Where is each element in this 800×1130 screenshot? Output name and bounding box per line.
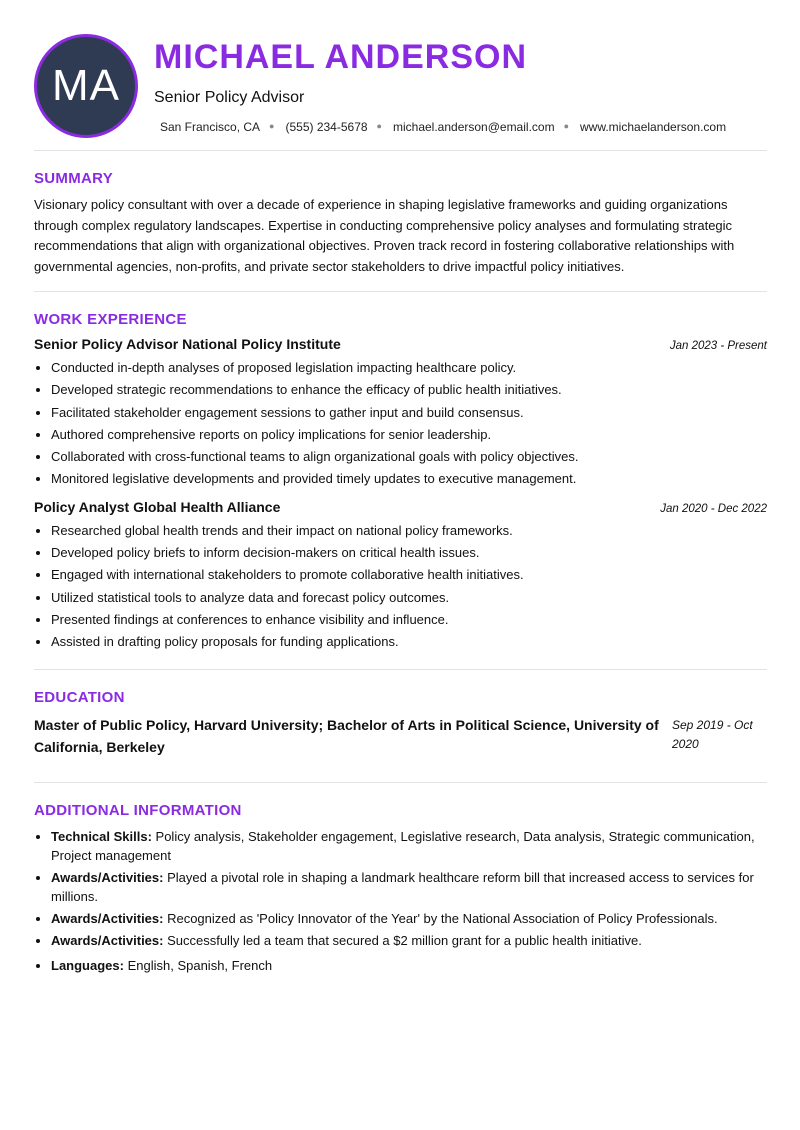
list-item xyxy=(51,931,767,950)
job-title: Senior Policy Advisor National Policy Institute xyxy=(34,336,341,352)
list-item xyxy=(51,868,767,906)
job-bullets xyxy=(34,357,767,491)
work-experience-section xyxy=(34,292,767,670)
resume-page xyxy=(34,0,767,978)
avatar-initials: MA xyxy=(52,61,120,110)
list-item: • Facilitated stakeholder engagement sessions to gather input and build consensus. xyxy=(51,402,767,424)
contact-phone: (555) 234-5678 xyxy=(285,120,368,134)
list-item: • Researched global health trends and their impact on national policy frameworks. xyxy=(51,520,767,542)
additional-information-section xyxy=(34,783,767,975)
contact-website[interactable]: www.michaelanderson.com xyxy=(580,120,727,134)
section-heading: WORK EXPERIENCE xyxy=(34,311,187,328)
resume-header xyxy=(34,0,767,151)
contact-location: San Francisco, CA xyxy=(160,120,261,134)
item-text: Played a pivotal role in shaping a landmark healthcare reform bill that increased access to services for millions. xyxy=(51,869,754,904)
avatar xyxy=(34,34,138,138)
job-date: Jan 2023 - Present xyxy=(669,340,767,352)
item-label: Awards/Activities: xyxy=(51,869,164,885)
job-title: Policy Analyst Global Health Alliance xyxy=(34,498,281,515)
summary-section xyxy=(34,151,767,292)
contact-bar xyxy=(160,120,726,134)
list-item: • Monitored legislative developments and provided timely updates to executive management. xyxy=(51,468,767,490)
job-entry xyxy=(34,499,767,654)
section-heading: ADDITIONAL INFORMATION xyxy=(34,801,242,819)
education-degree: Master of Public Policy, Harvard University; Bachelor of Arts in Political Science, University of California, Berkeley xyxy=(34,716,659,755)
separator-dot-icon: ● xyxy=(376,121,382,131)
section-heading: EDUCATION xyxy=(34,688,125,706)
separator-dot-icon: ● xyxy=(563,121,570,131)
list-item xyxy=(51,956,767,975)
section-heading: SUMMARY xyxy=(34,170,114,187)
list-item: • Presented findings at conferences to enhance visibility and influence. xyxy=(51,609,767,631)
separator-dot-icon: ● xyxy=(269,121,275,131)
item-label: Awards/Activities: xyxy=(51,910,164,926)
job-entry xyxy=(34,336,767,491)
item-label: Technical Skills: xyxy=(51,828,152,844)
contact-email[interactable]: michael.anderson@email.com xyxy=(392,120,555,134)
list-item: • Assisted in drafting policy proposals for funding applications. xyxy=(51,631,767,653)
item-text: Policy analysis, Stakeholder engagement, Legislative research, Data analysis, Strategic communication, Project management xyxy=(51,828,755,863)
list-item: • Engaged with international stakeholders to promote collaborative health initiatives. xyxy=(51,564,767,586)
job-bullets xyxy=(34,520,767,654)
list-item xyxy=(51,827,767,865)
item-text: Recognized as 'Policy Innovator of the Year' by the National Association of Policy Professionals. xyxy=(163,910,718,926)
candidate-title: Senior Policy Advisor xyxy=(154,89,305,106)
education-entry xyxy=(34,714,767,758)
summary-text: Visionary policy consultant with over a decade of experience in shaping legislative frameworks and guiding organizations through complex regulatory landscapes. Expertise in conducting comprehensive policy analyses and formulating strategic recommendations that align with organizational objectives. Proven track record in fostering collaborative relationships with governmental agencies, non-profits, and private sector stakeholders to drive impactful policy initiatives. xyxy=(34,197,735,274)
education-section xyxy=(34,670,767,783)
item-text: English, Spanish, French xyxy=(123,957,273,973)
list-item xyxy=(51,909,767,928)
item-text: Successfully led a team that secured a $2 million grant for a public health initiative. xyxy=(163,932,642,948)
candidate-name: MICHAEL ANDERSON xyxy=(154,38,528,76)
additional-info-list xyxy=(34,827,767,975)
list-item: • Authored comprehensive reports on policy implications for senior leadership. xyxy=(51,424,767,446)
job-date: Jan 2020 - Dec 2022 xyxy=(660,502,767,515)
list-item: • Utilized statistical tools to analyze data and forecast policy outcomes. xyxy=(51,587,767,609)
list-item: • Conducted in-depth analyses of proposed legislation impacting healthcare policy. xyxy=(51,357,767,379)
list-item: • Developed strategic recommendations to enhance the efficacy of public health initiatives. xyxy=(51,379,767,401)
item-label: Awards/Activities: xyxy=(51,932,164,948)
list-item: • Collaborated with cross-functional teams to align organizational goals with policy objectives. xyxy=(51,446,767,468)
item-label: Languages: xyxy=(51,957,124,973)
education-date: Sep 2019 - Oct 2020 xyxy=(672,717,753,751)
list-item: • Developed policy briefs to inform decision-makers on critical health issues. xyxy=(51,542,767,564)
